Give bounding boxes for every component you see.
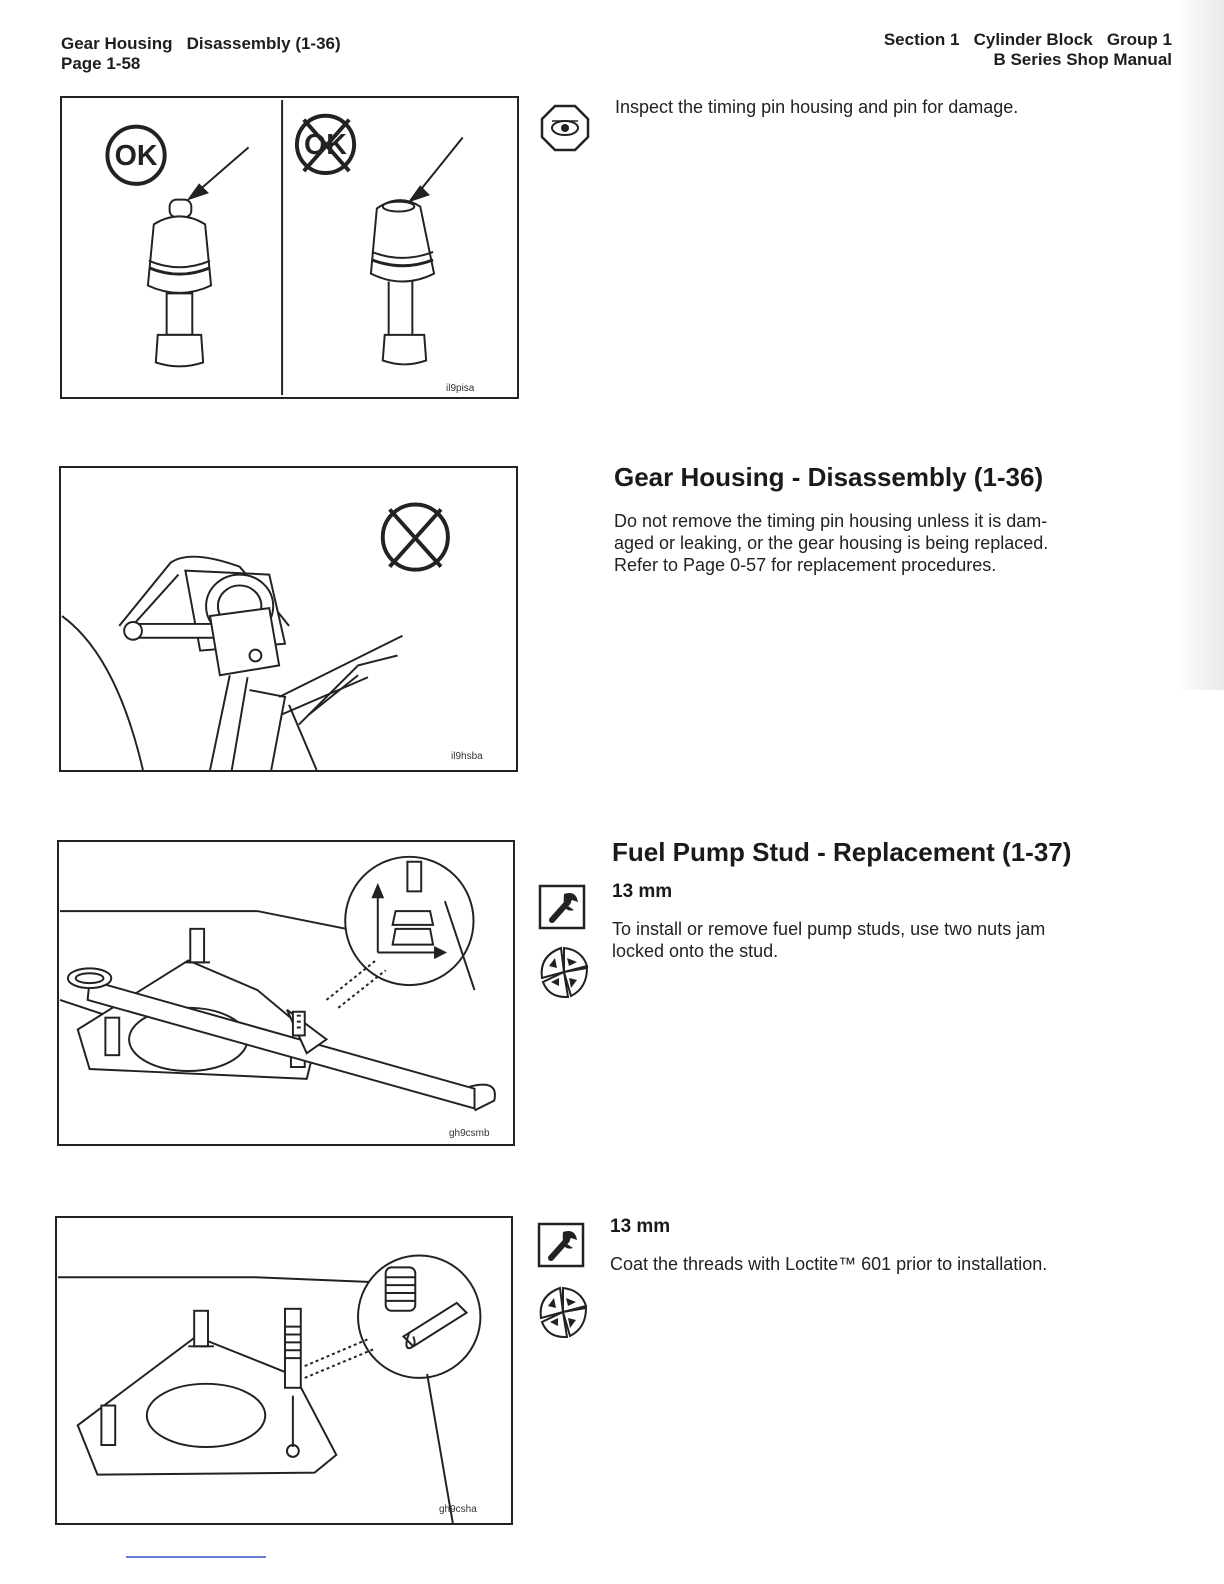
fuel-pump-line-1: To install or remove fuel pump studs, use two nuts jam [612,919,1046,939]
header-group: Group 1 [1106,30,1172,49]
fuel-pump-stud-instruction [612,918,1182,962]
figure-fuel-pump-stud-removal [57,840,515,1146]
page-edge-shading [1176,0,1224,690]
header-chapter: Cylinder Block [973,30,1093,49]
header-right [884,30,1172,70]
figure-gear-housing [59,466,518,772]
header-left [61,34,341,74]
tool-size-fuel-pump: 13 mm [612,881,673,902]
gear-housing-instruction [614,510,1184,576]
wrench-icon [538,884,586,930]
header-procedure: Disassembly (1-36) [186,34,341,53]
gear-housing-line-2: aged or leaking, or the gear housing is being replaced. [614,533,1049,553]
footer-rule [126,1556,266,1558]
header-section: Section 1 [883,30,960,49]
stud-loctite-illustration [57,1218,511,1523]
not-ok-symbol: OK [304,129,347,162]
loctite-instruction: Coat the threads with Loctite™ 601 prior to installation. [610,1254,1048,1274]
inspect-instruction: Inspect the timing pin housing and pin for damage. [615,97,1019,117]
page-number: Page 1-58 [61,54,141,73]
ok-symbol: OK [114,140,158,173]
timing-pin-illustration [62,98,517,397]
header-topic: Gear Housing [61,34,173,53]
wrench-icon [537,1222,585,1268]
remove-install-icon [536,1284,590,1340]
figure-id: gh9csha [439,1504,477,1515]
gear-housing-line-3: Refer to Page 0-57 for replacement procedures. [614,555,997,575]
header-manual: B Series Shop Manual [993,50,1172,69]
fuel-pump-stud-illustration [59,842,513,1144]
figure-id: il9hsba [451,751,483,762]
gear-housing-line-1: Do not remove the timing pin housing unless it is dam- [614,511,1048,531]
figure-stud-loctite [55,1216,513,1525]
remove-install-icon [537,944,591,1000]
tool-size-loctite: 13 mm [610,1216,671,1237]
gear-housing-illustration [61,468,516,770]
figure-id: il9pisa [446,383,475,394]
inspect-eye-icon [540,104,590,152]
fuel-pump-line-2: locked onto the stud. [612,941,779,961]
section-title-fuel-pump-stud: Fuel Pump Stud - Replacement (1-37) [612,837,1072,867]
figure-id: gh9csmb [449,1128,490,1139]
section-title-gear-housing: Gear Housing - Disassembly (1-36) [614,462,1044,492]
figure-timing-pin-inspection [60,96,519,399]
